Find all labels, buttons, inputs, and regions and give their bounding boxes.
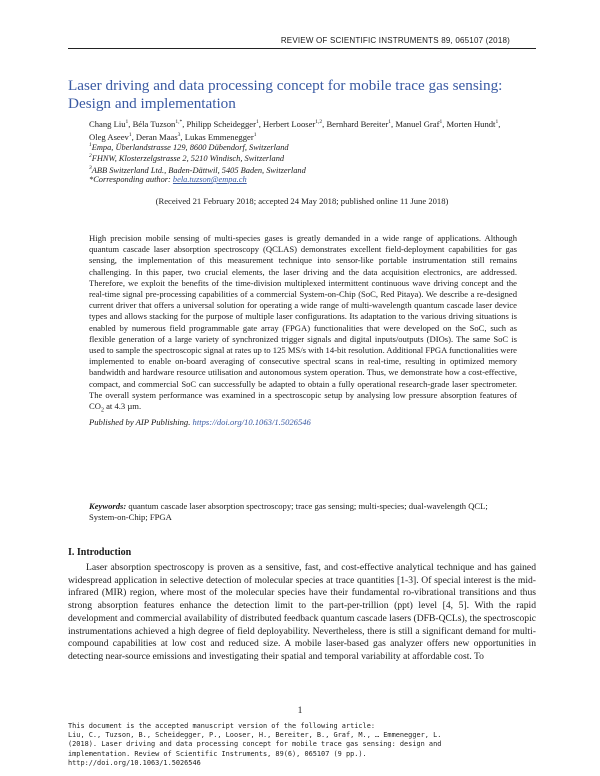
manuscript-note-line: Liu, C., Tuzson, B., Scheidegger, P., Looser, H., Bereiter, B., Graf, M., … Emmenegger, L. xyxy=(68,731,442,740)
abstract xyxy=(89,233,517,428)
author-name: , Herbert Looser xyxy=(258,118,316,129)
author-name: , Béla Tuzson xyxy=(128,118,176,129)
affiliation-2 xyxy=(89,151,284,164)
author-name: Chang Liu xyxy=(89,118,126,129)
author-name: , Morten Hundt xyxy=(442,118,496,129)
intro-paragraph: Laser absorption spectroscopy is proven as a sensitive, fast, and cost-effective analytical technique and has gained widespread application in selective detection of molecular species at trace quantities [1-3]. Of special interest is the mid-infrared (MIR) region, where most of the molecular species have their fundamental ro-vibrational transitions and thus strong absorption features enhance the detection limit to the part-per-trillion (ppt) level [4, 5]. With the rapid development and commercial availability of distributed feedback quantum cascade lasers (DFB-QCLs), the spectroscopic instrumentations achieved a high degree of field deployability. Nevertheless, there is still a significant demand for multi-compound capabilities at low cost and reduced size. A mobile laser-based gas analyzer offers new opportunities in detecting near-source emissions and investigating their spatial and temporal variability at affordable cost. To xyxy=(68,562,536,662)
publisher-line xyxy=(89,417,517,428)
abstract-text: High precision mobile sensing of multi-species gases is greatly demanded in a wide range of applications. Although quantum cascade laser absorption spectroscopy (QCLAS) demonstrates excellent field-deployment capabilities for gas sensing, the implementation of this measurement technique into sensor-like portable instrumentation still remains challenging. In this paper, two crucial elements, the laser driving and the data acquisition electronics, are addressed. Therefore, we exploit the benefits of the time-division multiplexed intermittent continuous wave driving concept and the real-time signal pre-processing capabilities of a commercial System-on-Chip (SoC, Red Pitaya). We describe a re-designed current driver that offers a universal solution for operating a wide range of multi-wavelength quantum cascade laser device types and allows stacking for the purpose of multiple laser configurations. Its adaptation to the various driving situations is enabled by numerous field programmable gate array (FPGA) functionalities that were developed on the SoC, such as flexible generation of a large variety of synchronized trigger signals and digital inputs/outputs (DIOs). The same SoC is used to sample the spectroscopic signal at rates up to 125 MS/s with 14-bit resolution. Additional FPGA functionalities were implemented to enable on-board averaging of consecutive spectral scans in real-time, resulting in optimized memory bandwidth and hardware resource utilisation and autonomous system operation. Thus, we demonstrate how a cost-effective, compact, and commercial SoC can successfully be adapted to obtain a fully operational research-grade laser spectrometer. The overall system performance was examined in a spectroscopic setup by analysing low pressure absorption features of CO xyxy=(89,233,517,412)
corresponding-author xyxy=(89,174,247,185)
affiliation-mark: 3 xyxy=(89,165,92,171)
abstract-subscript: 2 xyxy=(100,407,104,414)
affiliation-mark: 2 xyxy=(89,153,92,159)
manuscript-note-line: implementation. Review of Scientific Instruments, 89(6), 065107 (9 pp.). xyxy=(68,749,367,758)
author-name: , Oleg Aseev xyxy=(89,118,501,142)
page-number: 1 xyxy=(297,705,303,716)
published-by-label: Published by AIP Publishing. xyxy=(89,416,191,427)
doi-link[interactable]: https://doi.org/10.1063/1.5026546 xyxy=(192,416,311,427)
author-list xyxy=(89,117,519,143)
affiliation-mark: 1 xyxy=(89,142,92,148)
author-name: , Philipp Scheidegger xyxy=(182,118,256,129)
paper-title xyxy=(68,77,538,113)
author-affiliation-mark: 1 xyxy=(253,131,257,138)
author-affiliation-mark: 1,* xyxy=(175,119,183,125)
header-divider xyxy=(68,48,536,49)
author-name: , Bernhard Bereiter xyxy=(322,118,389,129)
author-affiliation-mark: 1 xyxy=(255,119,259,125)
author-affiliation-mark: 1 xyxy=(125,119,129,125)
affiliation-text: ABB Switzerland Ltd., Baden-Dättwil, 5405 Baden, Switzerland xyxy=(91,165,306,175)
manuscript-note-line: This document is the accepted manuscript version of the following article: xyxy=(68,722,375,730)
keywords xyxy=(89,501,517,523)
section-heading: I. Introduction xyxy=(68,547,132,558)
corresponding-author-email[interactable]: bela.tuzson@empa.ch xyxy=(172,175,247,184)
author-affiliation-mark: 3 xyxy=(177,131,181,138)
author-affiliation-mark: 1 xyxy=(495,119,499,125)
title-line-2: Design and implementation xyxy=(68,95,236,112)
author-name: , Deran Maas xyxy=(131,131,178,142)
author-name: , Manuel Graf xyxy=(391,118,440,129)
keywords-text: quantum cascade laser absorption spectroscopy; trace gas sensing; multi-species; dual-wavelength QCL; System-on-Chip; FPGA xyxy=(89,501,488,523)
manuscript-note-line: (2018). Laser driving and data processing concept for mobile trace gas sensing: design and xyxy=(68,740,442,749)
abstract-body xyxy=(89,233,517,417)
author-affiliation-mark: 1 xyxy=(439,119,443,125)
received-dates: (Received 21 February 2018; accepted 24 May 2018; published online 11 June 2018) xyxy=(155,196,449,206)
manuscript-note-doi[interactable]: http://doi.org/10.1063/1.5026546 xyxy=(68,758,201,767)
corresponding-author-label: *Corresponding author: xyxy=(89,175,173,184)
author-affiliation-mark: 1 xyxy=(388,119,392,125)
abstract-text-end: at 4.3 µm. xyxy=(103,401,142,412)
title-line-1: Laser driving and data processing concept for mobile trace gas sensing: xyxy=(68,77,503,94)
author-name: , Lukas Emmenegger xyxy=(180,131,254,142)
affiliation-text: FHNW, Klosterzelgstrasse 2, 5210 Windisch, Switzerland xyxy=(91,153,285,163)
author-affiliation-mark: 1 xyxy=(128,131,132,138)
keywords-label: Keywords: xyxy=(89,501,127,511)
journal-header: REVIEW OF SCIENTIFIC INSTRUMENTS 89, 065107 (2018) xyxy=(280,36,510,45)
manuscript-note xyxy=(68,722,548,768)
affiliation-text: Empa, Überlandstrasse 129, 8600 Dübendorf, Switzerland xyxy=(91,142,289,152)
author-affiliation-mark: 1,2 xyxy=(315,119,323,125)
